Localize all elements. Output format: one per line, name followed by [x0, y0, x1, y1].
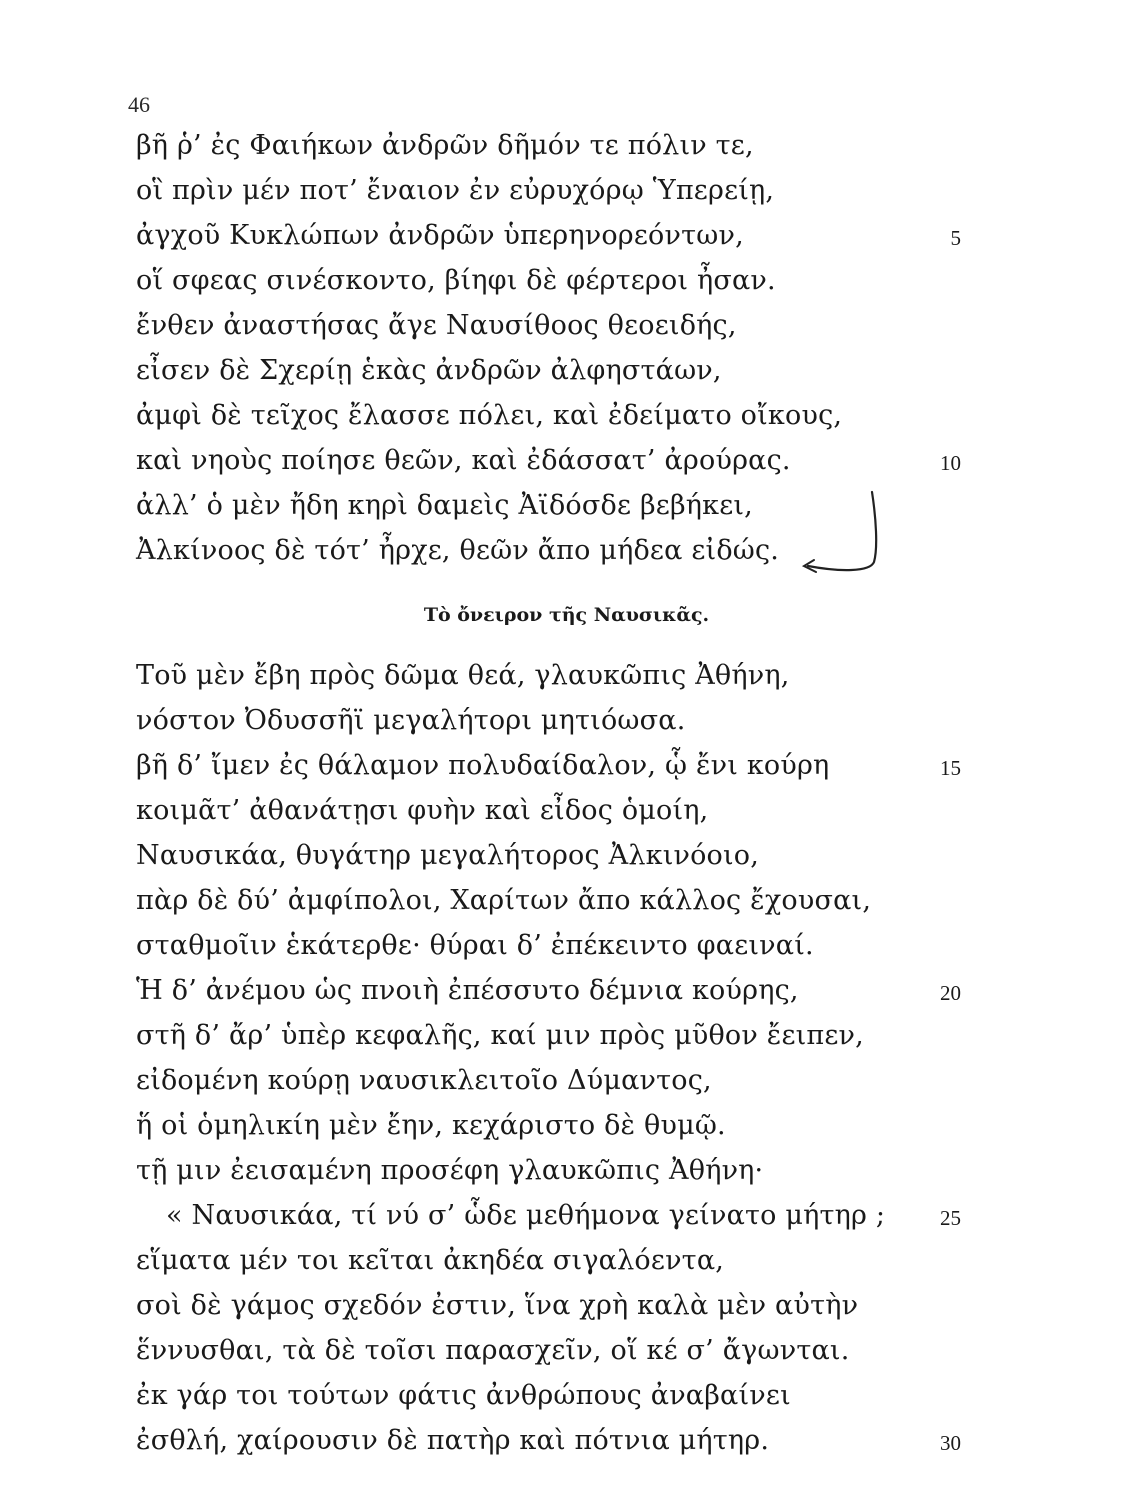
verse-line: τῇ μιν ἐεισαμένη προσέφη γλαυκῶπις Ἀθήνη· — [136, 1155, 764, 1186]
section-title: Τὸ ὄνειρον τῆς Ναυσικᾶς. — [423, 604, 710, 626]
verse-line: βῆ δ’ ἴμεν ἐς θάλαμον πολυδαίδαλον, ᾧ ἔνι κούρη — [136, 750, 830, 781]
page-number: 46 — [128, 92, 150, 117]
handwritten-bracket-mark — [780, 488, 900, 578]
verse-line: οἵ σφεας σινέσκοντο, βίηφι δὲ φέρτεροι ἦσαν. — [136, 265, 776, 296]
verse-line: βῆ ῥ’ ἐς Φαιήκων ἀνδρῶν δῆμόν τε πόλιν τε, — [136, 130, 754, 161]
line-number: 5 — [950, 226, 961, 250]
verse-line: ἀγχοῦ Κυκλώπων ἀνδρῶν ὑπερηνορεόντων, — [136, 220, 744, 251]
verse-line: εἰδομένη κούρῃ ναυσικλειτοῖο Δύμαντος, — [136, 1065, 712, 1096]
line-number: 30 — [940, 1431, 961, 1455]
verse-line: εἶσεν δὲ Σχερίῃ ἑκὰς ἀνδρῶν ἀλφηστάων, — [136, 355, 722, 386]
verse-line: ἀλλ’ ὁ μὲν ἤδη κηρὶ δαμεὶς Ἀϊδόσδε βεβήκει, — [136, 490, 753, 521]
verse-line: κοιμᾶτ’ ἀθανάτῃσι φυὴν καὶ εἶδος ὁμοίη, — [136, 795, 709, 826]
verse-line: στῆ δ’ ἄρ’ ὑπὲρ κεφαλῆς, καί μιν πρὸς μῦθον ἔειπεν, — [136, 1020, 864, 1051]
verse-line: εἵματα μέν τοι κεῖται ἀκηδέα σιγαλόεντα, — [136, 1245, 725, 1276]
verse-line: πὰρ δὲ δύ’ ἀμφίπολοι, Χαρίτων ἄπο κάλλος ἔχουσαι, — [136, 885, 872, 916]
verse-line: σοὶ δὲ γάμος σχεδόν ἐστιν, ἵνα χρὴ καλὰ μὲν αὐτὴν — [136, 1290, 859, 1321]
line-number: 10 — [940, 451, 961, 475]
line-number: 15 — [940, 756, 961, 780]
verse-line: ἐσθλή, χαίρουσιν δὲ πατὴρ καὶ πότνια μήτηρ. — [136, 1425, 770, 1456]
verse-line: ἐκ γάρ τοι τούτων φάτις ἀνθρώπους ἀναβαίνει — [136, 1380, 791, 1411]
verse-line: Ἡ δ’ ἀνέμου ὡς πνοιὴ ἐπέσσυτο δέμνια κούρης, — [136, 975, 799, 1006]
verse-line: σταθμοῖιν ἑκάτερθε· θύραι δ’ ἐπέκειντο φαειναί. — [136, 930, 814, 961]
verse-line: νόστον Ὀδυσσῆϊ μεγαλήτορι μητιόωσα. — [136, 705, 686, 736]
verse-line: Ναυσικάα, θυγάτηρ μεγαλήτορος Ἀλκινόοιο, — [136, 840, 760, 871]
line-number: 25 — [940, 1206, 961, 1230]
verse-line: Ἀλκίνοος δὲ τότ’ ἦρχε, θεῶν ἄπο μήδεα εἰδώς. — [136, 535, 780, 566]
verse-line: οἳ πρὶν μέν ποτ’ ἔναιον ἐν εὐρυχόρῳ Ὑπερείῃ, — [136, 175, 775, 206]
verse-line: « Ναυσικάα, τί νύ σ’ ὧδε μεθήμονα γείνατο μήτηρ ; — [166, 1200, 886, 1231]
verse-line: Τοῦ μὲν ἔβη πρὸς δῶμα θεά, γλαυκῶπις Ἀθήνη, — [136, 660, 790, 691]
verse-line: ἕννυσθαι, τὰ δὲ τοῖσι παρασχεῖν, οἵ κέ σ’ ἄγωνται. — [136, 1335, 850, 1366]
verse-line: ἥ οἱ ὁμηλικίη μὲν ἔην, κεχάριστο δὲ θυμῷ. — [136, 1110, 726, 1141]
verse-line: ἀμφὶ δὲ τεῖχος ἔλασσε πόλει, καὶ ἐδείματο οἴκους, — [136, 400, 843, 431]
verse-line: ἔνθεν ἀναστήσας ἄγε Ναυσίθοος θεοειδής, — [136, 310, 737, 341]
verse-line: καὶ νηοὺς ποίησε θεῶν, καὶ ἐδάσσατ’ ἀρούρας. — [136, 445, 791, 476]
line-number: 20 — [940, 981, 961, 1005]
